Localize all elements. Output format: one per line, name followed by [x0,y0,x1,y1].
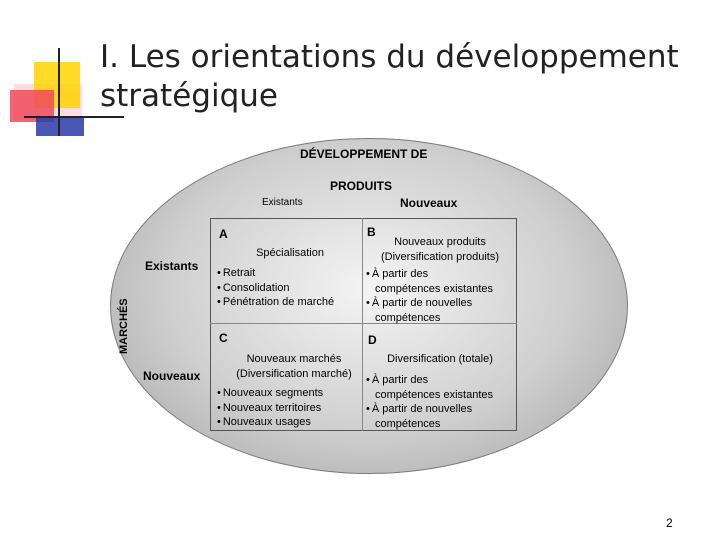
axis-label-markets: MARCHÉS [118,298,130,354]
logo-line-vertical [58,48,60,136]
list-item: • Nouveaux territoires [217,401,323,416]
list-item: • Pénétration de marché [217,295,334,310]
column-label-existing: Existants [262,197,303,208]
page-number: 2 [666,516,673,530]
cell-a-heading: Spécialisation [256,247,324,259]
cell-a-list [217,266,334,310]
matrix-divider-vertical [362,218,363,431]
cell-c-letter: C [219,331,228,345]
cell-d-heading: Diversification (totale) [387,353,493,365]
cell-b-list [366,267,493,325]
cell-d-list [366,373,493,431]
row-label-existing: Existants [145,259,199,273]
list-item: • Retrait [217,266,334,281]
list-item: • Nouveaux usages [217,415,323,430]
list-item: • Consolidation [217,281,334,296]
header-development: DÉVELOPPEMENT DE [300,147,428,161]
cell-c-heading: Nouveaux marchés (Diversification marché) [236,353,352,380]
list-item: • À partir de nouvelles compétences [366,402,493,431]
logo-line-horizontal [24,116,124,118]
list-item: • À partir de nouvelles compétences [366,296,493,325]
cell-b-heading: Nouveaux produits (Diversification produits) [381,236,499,263]
list-item: • À partir des compétences existantes [366,373,493,402]
list-item: • Nouveaux segments [217,386,323,401]
column-label-new: Nouveaux [400,196,458,210]
row-label-new: Nouveaux [143,369,201,383]
logo-square-blue [36,116,84,136]
cell-a-letter: A [219,227,228,241]
cell-b-letter: B [367,225,376,239]
header-products: PRODUITS [330,179,393,193]
cell-d-letter: D [368,333,377,347]
list-item: • À partir des compétences existantes [366,267,493,296]
slide-title: I. Les orientations du développement stratégique [100,39,679,114]
cell-c-list [217,386,323,430]
